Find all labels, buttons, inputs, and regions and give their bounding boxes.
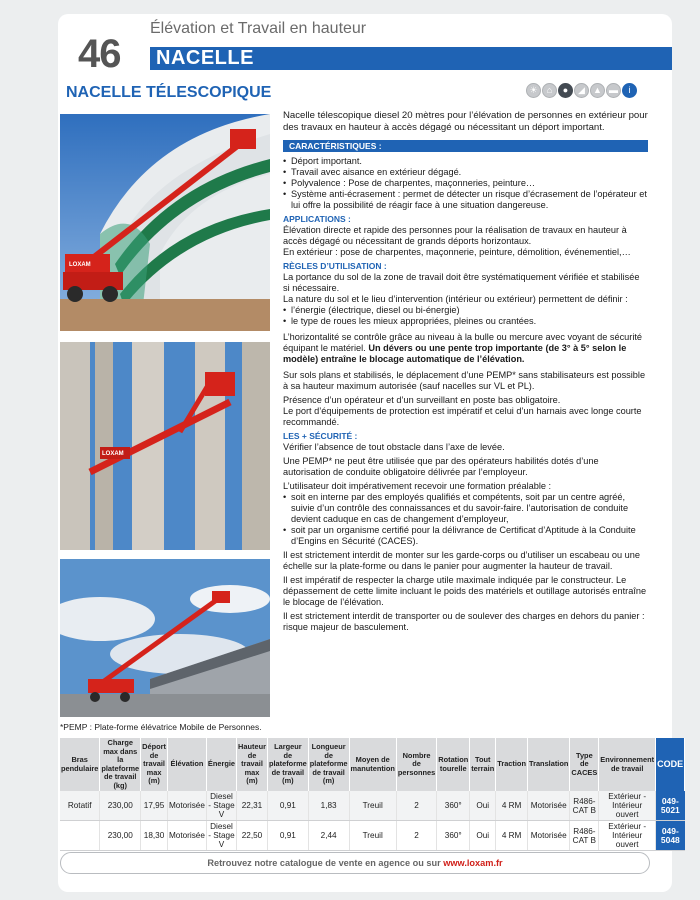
col-rotation: Rotation tourelle <box>437 738 470 791</box>
footer-banner <box>60 852 650 874</box>
cell-largeur: 0,91 <box>267 791 308 821</box>
col-energie: Énergie <box>206 738 236 791</box>
terrain-icon: ▲ <box>590 83 605 98</box>
diesel-icon: ● <box>558 83 573 98</box>
list-item: • Déport important. <box>283 156 648 167</box>
cell-code[interactable]: 049-5048 <box>656 821 685 851</box>
col-hauteur: Hauteur de travail max (m) <box>237 738 268 791</box>
product-photo-columns <box>60 342 270 550</box>
product-description <box>283 110 648 636</box>
product-title: NACELLE TÉLESCOPIQUE <box>66 84 272 101</box>
list-item: • Polyvalence : Pose de charpentes, maçonneries, peinture… <box>283 178 648 189</box>
slope-icon: ◢ <box>574 83 589 98</box>
intro-text: Nacelle télescopique diesel 20 mètres pour l’élévation de personnes en extérieur pour des travaux en hauteur à accès dégagé ou nécessitant un déport important. <box>283 110 648 133</box>
safety-text-3: L’utilisateur doit impérativement recevoir une formation préalable : <box>283 481 552 491</box>
characteristics-list <box>283 156 648 211</box>
cell-translation: Motorisée <box>527 791 569 821</box>
cell-bras <box>60 821 100 851</box>
usage-icons <box>526 83 637 98</box>
truck-icon: ▬ <box>606 83 621 98</box>
safety-list <box>283 492 648 547</box>
cell-energie: Diesel - Stage V <box>208 822 235 849</box>
specs-table-wrap <box>60 738 684 851</box>
product-photo-building <box>60 114 270 331</box>
col-tout-terrain: Tout terrain <box>470 738 496 791</box>
cell-translation: Motorisée <box>527 821 569 851</box>
indoor-icon: ⌂ <box>542 83 557 98</box>
page-number: 46 <box>78 32 121 76</box>
cell-manutention: Treuil <box>349 791 396 821</box>
table-row[interactable] <box>60 791 685 821</box>
travel-text: Sur sols plans et stabilisés, le déplacement d’une PEMP* sans stabilisateurs est possible à sa hauteur maximum autorisée (sauf nacelles sur VL et PL). <box>283 370 646 391</box>
safety-text-1: Vérifier l’absence de tout obstacle dans l’axe de levée. <box>283 442 505 452</box>
col-personnes: Nombre de personnes <box>396 738 436 791</box>
cell-environnement: Extérieur - Intérieur ouvert <box>599 791 656 821</box>
col-manutention: Moyen de manutention <box>349 738 396 791</box>
protection-text: Le port d’équipements de protection est impératif et celui d’un harnais avec longe courte recommandé. <box>283 406 642 427</box>
presence-text: Présence d’un opérateur et d’un surveillant en poste bas obligatoire. <box>283 395 561 405</box>
list-item: • Système anti-écrasement : permet de détecter un risque d’écrasement de l’opérateur et lui offre la possibilité de réagir face à une situation dangereuse. <box>283 189 648 211</box>
footer-link[interactable]: www.loxam.fr <box>443 858 503 868</box>
forbid-text-3: Il est strictement interdit de transporter ou de soulever des charges en dehors du panier : risque majeur de basculement. <box>283 611 645 632</box>
col-caces: Type de CACES <box>570 738 599 791</box>
level-text <box>283 332 648 365</box>
pemp-footnote: *PEMP : Plate-forme élévatrice Mobile de Personnes. <box>60 722 262 732</box>
cell-deport: 17,95 <box>141 791 168 821</box>
cell-bras: Rotatif <box>60 791 100 821</box>
cell-energie: Diesel - Stage V <box>208 792 235 819</box>
rules-text-2: La nature du sol et le lieu d’intervention (intérieur ou extérieur) permettent de définir : <box>283 294 628 304</box>
cell-rotation: 360° <box>437 821 470 851</box>
applications-text-2: En extérieur : pose de charpentes, maçonnerie, peinture, démolition, événementiel,… <box>283 247 631 257</box>
cell-hauteur: 22,31 <box>237 791 268 821</box>
cell-longueur: 2,44 <box>308 821 349 851</box>
list-item: • Travail avec aisance en extérieur dégagé. <box>283 167 648 178</box>
cell-traction: 4 RM <box>496 791 528 821</box>
list-item: • l’énergie (électrique, diesel ou bi-énergie) <box>283 305 648 316</box>
brand-label-1: LOXAM <box>69 262 91 268</box>
col-code: CODE <box>656 738 685 791</box>
list-item: • le type de roues les mieux appropriées, pleines ou crantées. <box>283 316 648 327</box>
col-environnement: Environnement de travail <box>599 738 656 791</box>
list-item: • soit en interne par des employés qualifiés et compétents, soit par un centre agréé, suivie d’un contrôle des connaissances et du savoir-faire. l’autorisation de conduite devient caduque en cas de changement d’employeur, <box>283 492 648 525</box>
list-item: • soit par un organisme certifié pour la délivrance de Certificat d’Aptitude à la Conduite d’Engins en Sécurité (CACES). <box>283 525 648 547</box>
category-band: NACELLE <box>150 47 672 70</box>
rules-list <box>283 305 648 327</box>
col-traction: Traction <box>496 738 528 791</box>
table-row[interactable] <box>60 821 685 851</box>
cell-code[interactable]: 049-5021 <box>656 791 685 821</box>
info-icon: i <box>622 83 637 98</box>
footer-text: Retrouvez notre catalogue de vente en agence ou sur <box>207 858 444 868</box>
col-charge-max: Charge max dans la plateforme de travail (kg) <box>101 738 140 790</box>
cell-elevation: Motorisée <box>167 821 206 851</box>
cell-caces: R486-CAT B <box>570 791 599 821</box>
level-text-bold: Un dévers ou une pente trop importante (de 3° à 5° selon le modèle) entraîne le blocage automatique de l’élévation. <box>283 343 627 364</box>
cell-traction: 4 RM <box>496 821 528 851</box>
forbid-text-2: Il est impératif de respecter la charge utile maximale indiquée par le constructeur. Le dépassement de cette limite incluant le poids des matériels et outillage autorisés entraîne le blocage de l’élévation. <box>283 575 647 607</box>
col-deport: Déport de travail max (m) <box>141 738 168 791</box>
section-title: Élévation et Travail en hauteur <box>150 20 367 37</box>
cell-environnement: Extérieur - Intérieur ouvert <box>599 821 656 851</box>
col-elevation: Élévation <box>167 738 206 791</box>
specs-table <box>60 738 685 851</box>
characteristics-heading: CARACTÉRISTIQUES : <box>283 140 648 152</box>
product-photo-sky <box>60 559 270 717</box>
level-text-normal: L’horizontalité se contrôle grâce au niveau à la bulle ou mercure avec voyant de sécurité équipant le matériel. <box>283 332 643 353</box>
cell-longueur: 1,83 <box>308 791 349 821</box>
cell-tout-terrain: Oui <box>470 791 496 821</box>
cell-manutention: Treuil <box>349 821 396 851</box>
rules-text-1: La portance du sol de la zone de travail doit être systématiquement vérifiée et stabilisée si nécessaire. <box>283 272 640 293</box>
cell-charge: 230,00 <box>100 821 141 851</box>
cell-charge: 230,00 <box>100 791 141 821</box>
applications-heading: APPLICATIONS : <box>283 214 351 224</box>
cell-personnes: 2 <box>396 791 436 821</box>
col-bras-pendulaire: Bras pendulaire <box>60 738 100 791</box>
col-longueur: Longueur de plateforme de travail (m) <box>308 738 349 791</box>
cell-rotation: 360° <box>437 791 470 821</box>
table-header-row <box>60 738 685 791</box>
forbid-text-1: Il est strictement interdit de monter sur les garde-corps ou d’utiliser un escabeau ou une échelle sur la plate-forme ou dans le panier pour augmenter la hauteur de travail. <box>283 550 640 571</box>
col-translation: Translation <box>527 738 569 791</box>
rules-heading: RÈGLES D’UTILISATION : <box>283 261 387 271</box>
col-largeur: Largeur de plateforme de travail (m) <box>267 738 308 791</box>
cell-tout-terrain: Oui <box>470 821 496 851</box>
safety-text-2: Une PEMP* ne peut être utilisée que par des opérateurs habilités dotés d’une autorisation de conduite obligatoire délivrée par l’employeur. <box>283 456 599 477</box>
cell-elevation: Motorisée <box>167 791 206 821</box>
cell-caces: R486-CAT B <box>570 821 599 851</box>
cell-deport: 18,30 <box>141 821 168 851</box>
cell-personnes: 2 <box>396 821 436 851</box>
cell-hauteur: 22,50 <box>237 821 268 851</box>
applications-text <box>283 225 648 258</box>
outdoor-icon: ☀ <box>526 83 541 98</box>
applications-text-1: Élévation directe et rapide des personnes pour la réalisation de travaux en hauteur à accès dégagé ou nécessitant de grands déports horizontaux. <box>283 225 627 246</box>
brand-label-2: LOXAM <box>102 451 124 457</box>
safety-heading: LES + SÉCURITÉ : <box>283 431 358 441</box>
cell-largeur: 0,91 <box>267 821 308 851</box>
